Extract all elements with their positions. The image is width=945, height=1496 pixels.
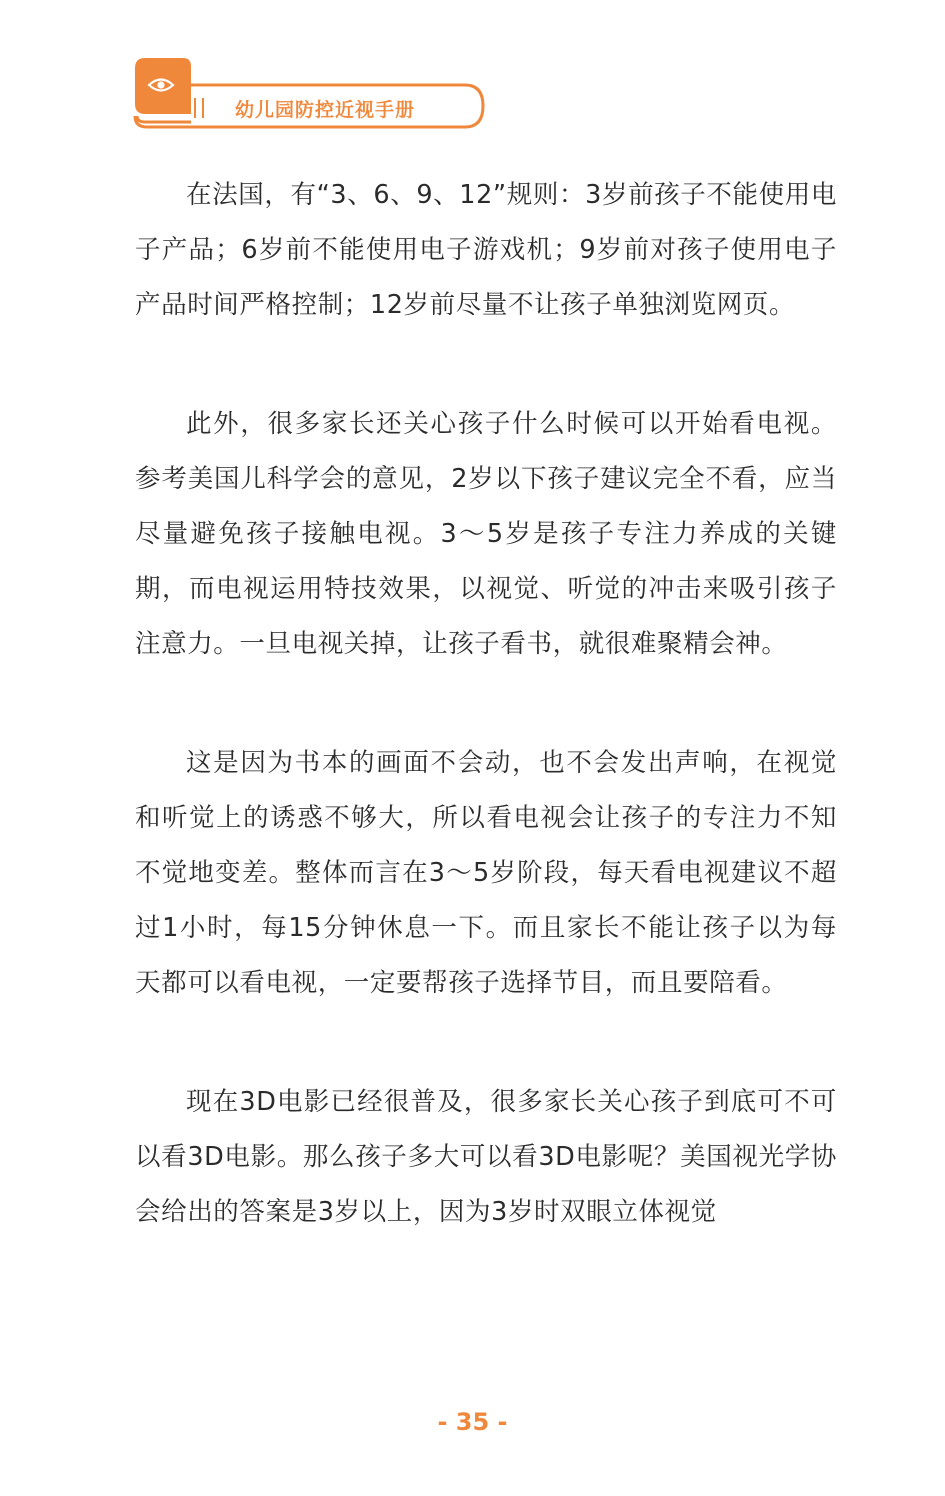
article-body bbox=[135, 168, 837, 1304]
eye-icon bbox=[147, 76, 175, 94]
page-header bbox=[133, 58, 485, 130]
header-title: 幼儿园防控近视手册 bbox=[235, 99, 416, 121]
paragraph-2: 此外，很多家长还关心孩子什么时候可以开始看电视。参考美国儿科学会的意见，2岁以下孩子建议完全不看，应当尽量避免孩子接触电视。3～5岁是孩子专注力养成的关键期，而电视运用特技效果，以视觉、听觉的冲击来吸引孩子注意力。一旦电视关掉，让孩子看书，就很难聚精会神。 bbox=[135, 409, 837, 659]
paragraph-1: 在法国，有“3、6、9、12”规则：3岁前孩子不能使用电子产品；6岁前不能使用电子游戏机；9岁前对孩子使用电子产品时间严格控制；12岁前尽量不让孩子单独浏览网页。 bbox=[135, 180, 837, 320]
paragraph-4: 现在3D电影已经很普及，很多家长关心孩子到底可不可以看3D电影。那么孩子多大可以看3D电影呢？美国视光学协会给出的答案是3岁以上，因为3岁时双眼立体视觉 bbox=[135, 1087, 837, 1227]
paragraph-3: 这是因为书本的画面不会动，也不会发出声响，在视觉和听觉上的诱惑不够大，所以看电视会让孩子的专注力不知不觉地变差。整体而言在3～5岁阶段，每天看电视建议不超过1小时，每15分钟休息一下。而且家长不能让孩子以为每天都可以看电视，一定要帮孩子选择节目，而且要陪看。 bbox=[135, 748, 837, 998]
page-number: - 35 - bbox=[437, 1408, 508, 1436]
